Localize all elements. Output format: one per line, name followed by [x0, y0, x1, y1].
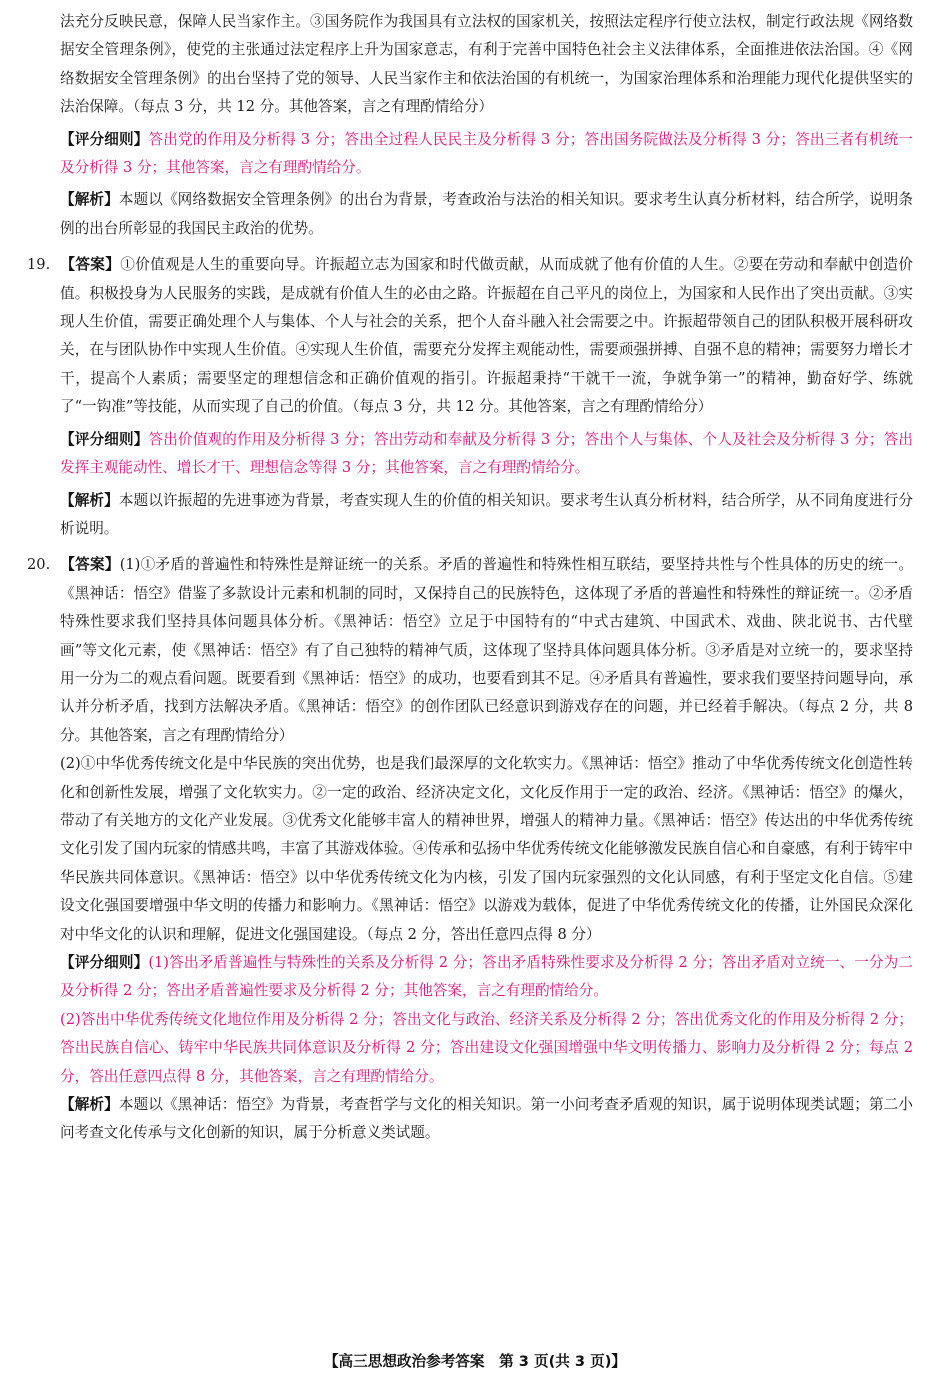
q20-analysis	[60, 1091, 913, 1148]
answer-label: 【答案】	[60, 256, 121, 274]
q19-scoring	[60, 426, 913, 483]
q19-analysis-text: 本题以许振超的先进事迹为背景，考查实现人生的价值的相关知识。要求考生认真分析材料，结合所学，从不同角度进行分析说明。	[60, 491, 913, 537]
q18-scoring-text: 答出党的作用及分析得 3 分；答出全过程人民民主及分析得 3 分；答出国务院做法及分析得 3 分；答出三者有机统一及分析得 3 分；其他答案，言之有理酌情给分。	[60, 130, 913, 177]
q19-analysis	[60, 487, 913, 544]
page-content	[27, 8, 913, 1148]
q20-analysis-text: 本题以《黑神话：悟空》为背景，考查哲学与文化的相关知识。第一小问考查矛盾观的知识，属于说明体现类试题；第二小问考查文化传承与文化创新的知识，属于分析意义类试题。	[60, 1096, 913, 1142]
scoring-label: 【评分细则】	[60, 954, 149, 971]
analysis-label: 【解析】	[60, 191, 119, 209]
q18-analysis-text: 本题以《网络数据安全管理条例》的出台为背景，考查政治与法治的相关知识。要求考生认真分析材料，结合所学，说明条例的出台所彰显的我国民主政治的优势。	[60, 191, 913, 237]
q20-scoring-text-1: (1)答出矛盾普遍性与特殊性的关系及分析得 2 分；答出矛盾特殊性要求及分析得 2 分；答出矛盾对立统一、一分为二及分析得 2 分；答出矛盾普遍性要求及分析得 2 分；其他答案，言之有理酌情给分。	[60, 954, 913, 1000]
q20-scoring	[60, 949, 913, 1006]
q20-answer-part2: (2)①中华优秀传统文化是中华民族的突出优势，也是我们最深厚的文化软实力。《黑神话：悟空》推动了中华优秀传统文化创造性转化和创新性发展，增强了文化软实力。②一定的政治、经济决定文化，文化反作用于一定的政治、经济。《黑神话：悟空》的爆火，带动了有关地方的文化产业发展。③优秀文化能够丰富人的精神世界，增强人的精神力量。《黑神话：悟空》传达出的中华优秀传统文化引发了国内玩家的情感共鸣，丰富了其游戏体验。④传承和弘扬中华优秀传统文化能够激发民族自信心和自豪感，有利于铸牢中华民族共同体意识。《黑神话：悟空》以中华优秀传统文化为内核，引发了国内玩家强烈的文化认同感，有利于坚定文化自信。⑤建设文化强国要增强中华文明的传播力和影响力。《黑神话：悟空》以游戏为载体，促进了中华优秀传统文化的传播，让外国民众深化对中华文化的认识和理解，促进文化强国建设。（每点 2 分，答出任意四点得 8 分）	[60, 755, 913, 943]
q20-number: 20.	[27, 556, 51, 574]
q20-answer-part1	[27, 551, 913, 750]
q18-answer-continued: 法充分反映民意，保障人民当家作主。③国务院作为我国具有立法权的国家机关，按照法定程序行使立法权，制定行政法规《网络数据安全管理条例》，使党的主张通过法定程序上升为国家意志，有利于完善中国特色社会主义法律体系，全面推进依法治国。④《网络数据安全管理条例》的出台坚持了党的领导、人民当家作主和依法治国的有机统一，为国家治理体系和治理能力现代化提供坚实的法治保障。（每点 3 分，共 12 分。其他答案，言之有理酌情给分）	[60, 13, 913, 116]
q20-part1-text: (1)①矛盾的普遍性和特殊性是辩证统一的关系。矛盾的普遍性和特殊性相互联结，要坚持共性与个性具体的历史的统一。《黑神话：悟空》借鉴了多款设计元素和机制的同时，又保持自己的民族特色，这体现了矛盾的普遍性和特殊性的辩证统一。②矛盾特殊性要求我们坚持具体问题具体分析。《黑神话：悟空》立足于中国特有的“中式古建筑、中国武术、戏曲、陕北说书、古代壁画”等文化元素，使《黑神话：悟空》有了自己独特的精神气质，这体现了坚持具体问题具体分析。③矛盾是对立统一的，要求坚持用一分为二的观点看问题。既要看到《黑神话：悟空》的成功，也要看到其不足。④矛盾具有普遍性，要求我们要坚持问题导向，承认并分析矛盾，找到方法解决矛盾。《黑神话：悟空》的创作团队已经意识到游戏存在的问题，并已经着手解决。（每点 2 分，共 8 分。其他答案，言之有理酌情给分）	[60, 556, 913, 744]
page-footer: 【高三思想政治参考答案 第 3 页(共 3 页)】	[323, 1353, 627, 1370]
q19-answer-text: ①价值观是人生的重要向导。许振超立志为国家和时代做贡献，从而成就了他有价值的人生。②要在劳动和奉献中创造价值。积极投身为人民服务的实践，是成就有价值人生的必由之路。许振超在自己平凡的岗位上，为国家和人民作出了突出贡献。③实现人生价值，需要正确处理个人与集体、个人与社会的关系，把个人奋斗融入社会需要之中。许振超带领自己的团队积极开展科研攻关，在与团队协作中实现人生价值。④实现人生价值，需要充分发挥主观能动性，需要顽强拼搏、自强不息的精神；需要努力增长才干，提高个人素质；需要坚定的理想信念和正确价值观的指引。许振超秉持“干就干一流，争就争第一”的精神，勤奋好学、练就了“一钩准”等技能，从而实现了自己的价值。（每点 3 分，共 12 分。其他答案，言之有理酌情给分）	[60, 256, 913, 416]
analysis-label: 【解析】	[60, 491, 119, 509]
q18-analysis	[60, 186, 913, 243]
scoring-label: 【评分细则】	[60, 430, 149, 448]
scoring-label: 【评分细则】	[60, 130, 149, 148]
analysis-label: 【解析】	[60, 1096, 119, 1114]
answer-label: 【答案】	[60, 556, 120, 574]
q19-scoring-text: 答出价值观的作用及分析得 3 分；答出劳动和奉献及分析得 3 分；答出个人与集体、个人及社会及分析得 3 分；答出发挥主观能动性、增长才干、理想信念等得 3 分；其他答案，言之有理酌情给分。	[60, 430, 913, 477]
q18-scoring	[60, 126, 913, 183]
q19-answer	[27, 251, 913, 421]
q20-scoring-part2: (2)答出中华优秀传统文化地位作用及分析得 2 分；答出文化与政治、经济关系及分析得 2 分；答出优秀文化的作用及分析得 2 分；答出民族自信心、铸牢中华民族共同体意识及分析得 2 分；答出建设文化强国增强中华文明传播力、影响力及分析得 2 分；每点 2 分，答出任意四点得 8 分，其他答案，言之有理酌情给分。	[60, 1010, 913, 1085]
q19-number: 19.	[27, 256, 51, 274]
